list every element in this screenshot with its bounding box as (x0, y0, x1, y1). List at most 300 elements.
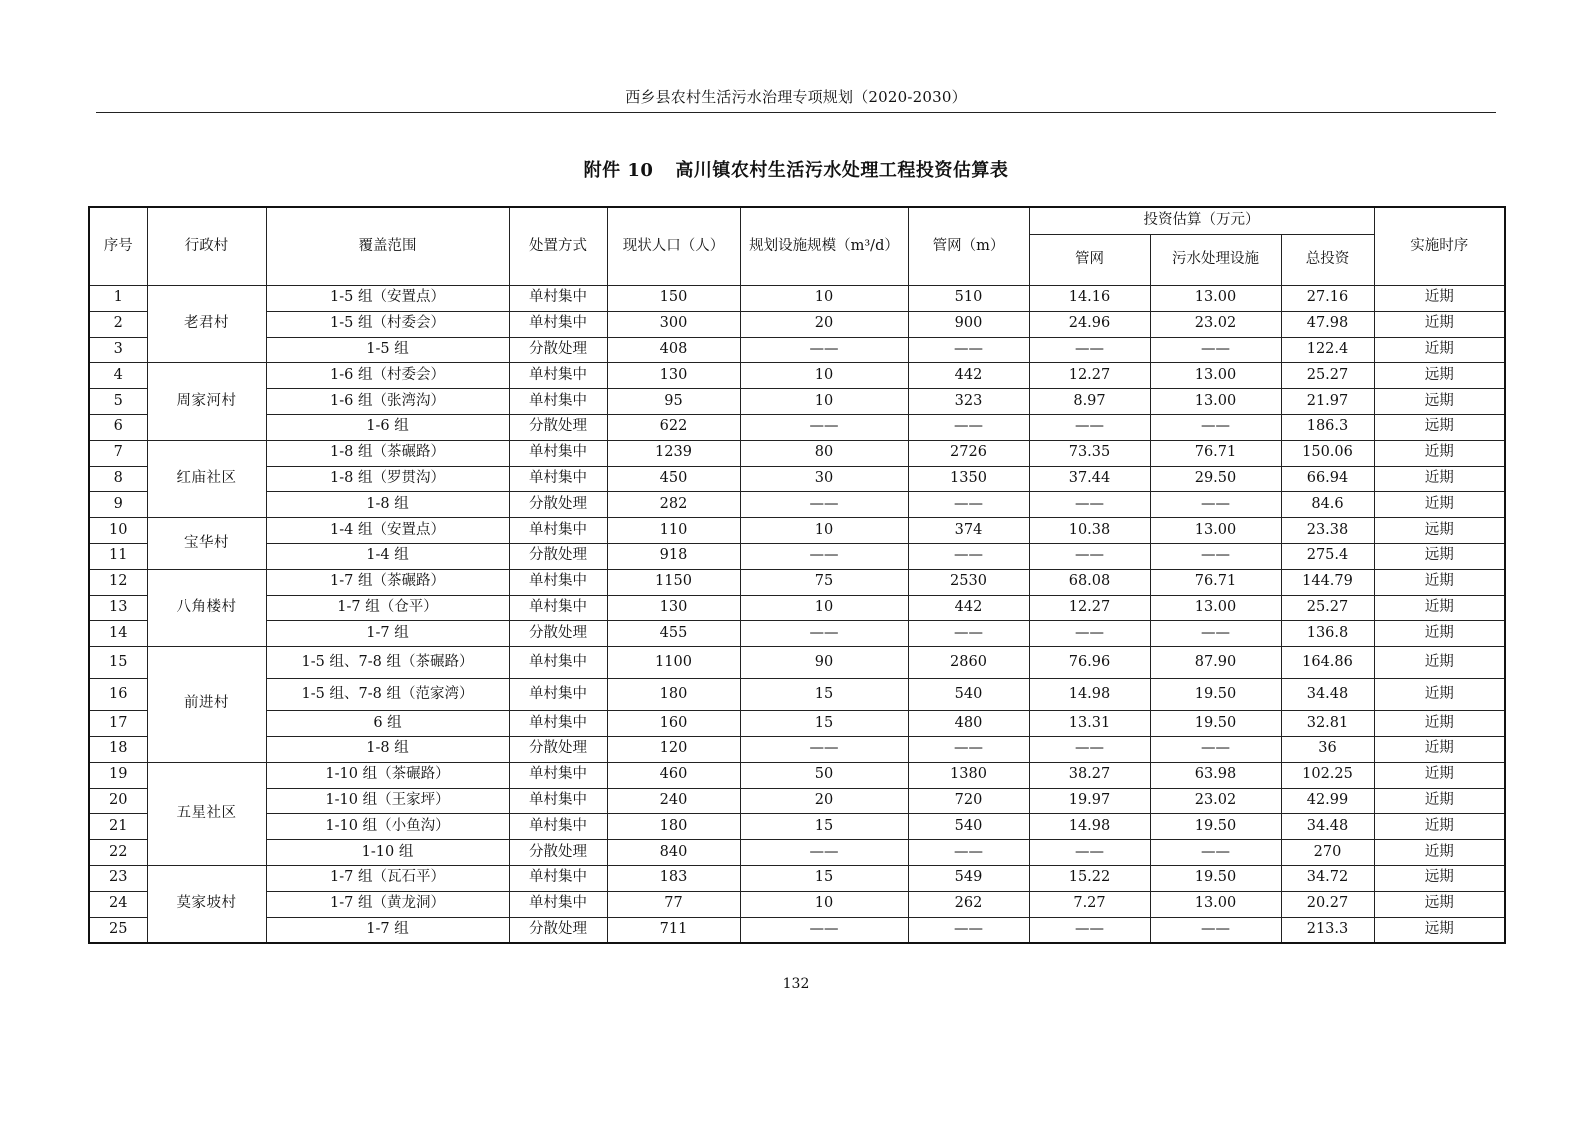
cell-method: 单村集中 (509, 762, 607, 788)
cell-coverage: 1-8 组 (266, 492, 509, 518)
cell-inv-facility: 23.02 (1150, 788, 1281, 814)
cell-method: 单村集中 (509, 440, 607, 466)
cell-phase: 近期 (1374, 621, 1505, 647)
cell-pipe-length: 262 (908, 891, 1029, 917)
cell-village: 前进村 (147, 647, 266, 763)
cell-inv-pipe: —— (1029, 414, 1150, 440)
header-inv-total: 总投资 (1281, 235, 1374, 286)
header-inv-pipe: 管网 (1029, 235, 1150, 286)
cell-phase: 近期 (1374, 736, 1505, 762)
cell-inv-facility: —— (1150, 414, 1281, 440)
table-row (89, 311, 1505, 337)
table-row (89, 679, 1505, 711)
cell-inv-facility: 19.50 (1150, 865, 1281, 891)
cell-population: 455 (607, 621, 740, 647)
cell-inv-facility: —— (1150, 840, 1281, 866)
cell-population: 1100 (607, 647, 740, 679)
cell-inv-facility: —— (1150, 337, 1281, 363)
cell-method: 单村集中 (509, 788, 607, 814)
cell-scale: 10 (740, 389, 908, 415)
cell-coverage: 1-7 组（黄龙洞） (266, 891, 509, 917)
cell-inv-facility: —— (1150, 492, 1281, 518)
cell-inv-total: 66.94 (1281, 466, 1374, 492)
table-row (89, 621, 1505, 647)
cell-coverage: 1-10 组 (266, 840, 509, 866)
cell-method: 单村集中 (509, 518, 607, 544)
cell-method: 分散处理 (509, 337, 607, 363)
cell-pipe-length: 540 (908, 679, 1029, 711)
table-row (89, 840, 1505, 866)
cell-seq: 22 (89, 840, 147, 866)
cell-pipe-length: 1350 (908, 466, 1029, 492)
cell-inv-pipe: —— (1029, 840, 1150, 866)
cell-phase: 远期 (1374, 414, 1505, 440)
cell-pipe-length: —— (908, 736, 1029, 762)
cell-scale: 80 (740, 440, 908, 466)
cell-inv-facility: 19.50 (1150, 679, 1281, 711)
table-row (89, 492, 1505, 518)
cell-phase: 远期 (1374, 917, 1505, 943)
header-village: 行政村 (147, 207, 266, 286)
cell-inv-pipe: 8.97 (1029, 389, 1150, 415)
cell-inv-facility: 13.00 (1150, 286, 1281, 312)
cell-coverage: 1-6 组（张湾沟） (266, 389, 509, 415)
cell-inv-facility: 76.71 (1150, 569, 1281, 595)
cell-inv-facility: 29.50 (1150, 466, 1281, 492)
table-row (89, 917, 1505, 943)
cell-inv-pipe: —— (1029, 543, 1150, 569)
cell-seq: 9 (89, 492, 147, 518)
cell-pipe-length: 2860 (908, 647, 1029, 679)
cell-phase: 远期 (1374, 363, 1505, 389)
cell-population: 110 (607, 518, 740, 544)
table-row (89, 337, 1505, 363)
table-row (89, 814, 1505, 840)
cell-coverage: 1-8 组（罗贯沟） (266, 466, 509, 492)
table-body (89, 286, 1505, 944)
cell-pipe-length: —— (908, 414, 1029, 440)
cell-method: 单村集中 (509, 679, 607, 711)
cell-method: 单村集中 (509, 389, 607, 415)
cell-phase: 近期 (1374, 311, 1505, 337)
table-row (89, 518, 1505, 544)
cell-seq: 13 (89, 595, 147, 621)
table-row (89, 788, 1505, 814)
cell-inv-pipe: —— (1029, 492, 1150, 518)
cell-method: 分散处理 (509, 736, 607, 762)
cell-inv-facility: —— (1150, 917, 1281, 943)
cell-coverage: 1-5 组 (266, 337, 509, 363)
cell-coverage: 1-7 组 (266, 621, 509, 647)
cell-inv-total: 270 (1281, 840, 1374, 866)
cell-coverage: 1-5 组、7-8 组（茶碾路） (266, 647, 509, 679)
cell-pipe-length: —— (908, 621, 1029, 647)
cell-scale: —— (740, 414, 908, 440)
cell-phase: 近期 (1374, 814, 1505, 840)
cell-method: 单村集中 (509, 595, 607, 621)
cell-inv-facility: 13.00 (1150, 363, 1281, 389)
table-row (89, 363, 1505, 389)
table-row (89, 466, 1505, 492)
cell-population: 622 (607, 414, 740, 440)
cell-scale: 20 (740, 311, 908, 337)
page-number: 132 (782, 976, 810, 992)
cell-phase: 远期 (1374, 865, 1505, 891)
cell-inv-total: 20.27 (1281, 891, 1374, 917)
attachment-label: 附件 10 (583, 160, 654, 181)
cell-inv-pipe: 10.38 (1029, 518, 1150, 544)
cell-scale: 20 (740, 788, 908, 814)
cell-phase: 近期 (1374, 440, 1505, 466)
cell-phase: 近期 (1374, 788, 1505, 814)
cell-method: 单村集中 (509, 865, 607, 891)
cell-method: 分散处理 (509, 840, 607, 866)
cell-inv-facility: —— (1150, 621, 1281, 647)
cell-method: 分散处理 (509, 917, 607, 943)
cell-inv-pipe: 12.27 (1029, 595, 1150, 621)
cell-inv-facility: 76.71 (1150, 440, 1281, 466)
cell-method: 单村集中 (509, 814, 607, 840)
cell-scale: 10 (740, 286, 908, 312)
cell-inv-pipe: 73.35 (1029, 440, 1150, 466)
cell-inv-total: 32.81 (1281, 711, 1374, 737)
header-investment-group: 投资估算（万元） (1029, 207, 1374, 235)
cell-scale: —— (740, 917, 908, 943)
cell-pipe-length: 442 (908, 363, 1029, 389)
cell-population: 460 (607, 762, 740, 788)
cell-seq: 18 (89, 736, 147, 762)
cell-scale: 10 (740, 595, 908, 621)
cell-inv-facility: 19.50 (1150, 814, 1281, 840)
cell-pipe-length: 323 (908, 389, 1029, 415)
cell-seq: 6 (89, 414, 147, 440)
cell-inv-pipe: 19.97 (1029, 788, 1150, 814)
cell-seq: 25 (89, 917, 147, 943)
cell-seq: 23 (89, 865, 147, 891)
cell-inv-total: 186.3 (1281, 414, 1374, 440)
cell-scale: —— (740, 736, 908, 762)
cell-inv-total: 136.8 (1281, 621, 1374, 647)
cell-village: 莫家坡村 (147, 865, 266, 943)
table-row (89, 865, 1505, 891)
cell-inv-pipe: 68.08 (1029, 569, 1150, 595)
cell-pipe-length: 2726 (908, 440, 1029, 466)
cell-population: 160 (607, 711, 740, 737)
cell-village: 周家河村 (147, 363, 266, 440)
cell-phase: 近期 (1374, 762, 1505, 788)
table-row (89, 762, 1505, 788)
table-row (89, 389, 1505, 415)
cell-inv-pipe: —— (1029, 621, 1150, 647)
cell-inv-total: 150.06 (1281, 440, 1374, 466)
cell-scale: 15 (740, 865, 908, 891)
cell-phase: 远期 (1374, 543, 1505, 569)
header-population: 现状人口（人） (607, 207, 740, 286)
cell-village: 宝华村 (147, 518, 266, 570)
cell-inv-total: 21.97 (1281, 389, 1374, 415)
cell-inv-pipe: 13.31 (1029, 711, 1150, 737)
cell-phase: 近期 (1374, 492, 1505, 518)
cell-population: 183 (607, 865, 740, 891)
cell-seq: 19 (89, 762, 147, 788)
cell-inv-facility: 87.90 (1150, 647, 1281, 679)
cell-method: 分散处理 (509, 414, 607, 440)
cell-pipe-length: 540 (908, 814, 1029, 840)
cell-seq: 14 (89, 621, 147, 647)
cell-method: 单村集中 (509, 363, 607, 389)
cell-village: 老君村 (147, 286, 266, 363)
table-row (89, 891, 1505, 917)
cell-seq: 16 (89, 679, 147, 711)
cell-population: 840 (607, 840, 740, 866)
cell-coverage: 1-4 组（安置点） (266, 518, 509, 544)
cell-phase: 近期 (1374, 337, 1505, 363)
cell-pipe-length: —— (908, 840, 1029, 866)
cell-scale: 10 (740, 891, 908, 917)
cell-pipe-length: 510 (908, 286, 1029, 312)
table-row (89, 414, 1505, 440)
cell-method: 单村集中 (509, 891, 607, 917)
header-pipe-length: 管网（m） (908, 207, 1029, 286)
cell-inv-pipe: 24.96 (1029, 311, 1150, 337)
cell-population: 120 (607, 736, 740, 762)
cell-coverage: 6 组 (266, 711, 509, 737)
cell-seq: 21 (89, 814, 147, 840)
cell-village: 五星社区 (147, 762, 266, 865)
cell-inv-total: 122.4 (1281, 337, 1374, 363)
running-header: 西乡县农村生活污水治理专项规划（2020-2030） (625, 88, 967, 106)
header-method: 处置方式 (509, 207, 607, 286)
cell-inv-pipe: 38.27 (1029, 762, 1150, 788)
cell-scale: 75 (740, 569, 908, 595)
table-title: 高川镇农村生活污水处理工程投资估算表 (675, 160, 1009, 181)
cell-inv-facility: 19.50 (1150, 711, 1281, 737)
cell-population: 130 (607, 595, 740, 621)
cell-coverage: 1-5 组（村委会） (266, 311, 509, 337)
cell-coverage: 1-5 组、7-8 组（范家湾） (266, 679, 509, 711)
cell-population: 77 (607, 891, 740, 917)
cell-method: 单村集中 (509, 311, 607, 337)
cell-inv-total: 34.48 (1281, 679, 1374, 711)
table-row (89, 543, 1505, 569)
cell-inv-pipe: 12.27 (1029, 363, 1150, 389)
cell-phase: 远期 (1374, 891, 1505, 917)
cell-inv-total: 25.27 (1281, 363, 1374, 389)
cell-seq: 10 (89, 518, 147, 544)
cell-scale: 30 (740, 466, 908, 492)
cell-inv-facility: 63.98 (1150, 762, 1281, 788)
cell-pipe-length: 480 (908, 711, 1029, 737)
cell-scale: 15 (740, 814, 908, 840)
cell-inv-total: 25.27 (1281, 595, 1374, 621)
cell-inv-total: 275.4 (1281, 543, 1374, 569)
cell-seq: 11 (89, 543, 147, 569)
cell-inv-facility: 13.00 (1150, 389, 1281, 415)
header-scale: 规划设施规模（m³/d） (740, 207, 908, 286)
table-row (89, 440, 1505, 466)
cell-population: 711 (607, 917, 740, 943)
cell-phase: 近期 (1374, 679, 1505, 711)
cell-inv-pipe: 14.98 (1029, 814, 1150, 840)
cell-phase: 近期 (1374, 466, 1505, 492)
cell-inv-pipe: 37.44 (1029, 466, 1150, 492)
cell-coverage: 1-10 组（小鱼沟） (266, 814, 509, 840)
cell-population: 130 (607, 363, 740, 389)
cell-method: 单村集中 (509, 711, 607, 737)
cell-pipe-length: —— (908, 917, 1029, 943)
cell-scale: 50 (740, 762, 908, 788)
cell-inv-total: 164.86 (1281, 647, 1374, 679)
cell-inv-pipe: 14.98 (1029, 679, 1150, 711)
header-phase: 实施时序 (1374, 207, 1505, 286)
cell-coverage: 1-8 组（茶碾路） (266, 440, 509, 466)
cell-coverage: 1-4 组 (266, 543, 509, 569)
cell-scale: 15 (740, 711, 908, 737)
cell-inv-total: 34.48 (1281, 814, 1374, 840)
cell-inv-facility: —— (1150, 543, 1281, 569)
cell-village: 红庙社区 (147, 440, 266, 517)
cell-inv-total: 36 (1281, 736, 1374, 762)
cell-scale: 90 (740, 647, 908, 679)
cell-coverage: 1-10 组（王家坪） (266, 788, 509, 814)
table-row (89, 647, 1505, 679)
document-title (88, 156, 1504, 182)
cell-phase: 近期 (1374, 840, 1505, 866)
cell-method: 分散处理 (509, 492, 607, 518)
header-inv-facility: 污水处理设施 (1150, 235, 1281, 286)
cell-coverage: 1-7 组 (266, 917, 509, 943)
cell-coverage: 1-6 组 (266, 414, 509, 440)
cell-inv-pipe: —— (1029, 337, 1150, 363)
cell-inv-total: 84.6 (1281, 492, 1374, 518)
cell-pipe-length: 1380 (908, 762, 1029, 788)
cell-population: 180 (607, 679, 740, 711)
table-row (89, 736, 1505, 762)
cell-pipe-length: —— (908, 543, 1029, 569)
table-row (89, 595, 1505, 621)
table-row (89, 569, 1505, 595)
cell-scale: 10 (740, 518, 908, 544)
cell-pipe-length: 549 (908, 865, 1029, 891)
cell-inv-facility: 13.00 (1150, 891, 1281, 917)
cell-scale: —— (740, 492, 908, 518)
cell-method: 单村集中 (509, 466, 607, 492)
cell-method: 单村集中 (509, 286, 607, 312)
cell-seq: 20 (89, 788, 147, 814)
cell-seq: 5 (89, 389, 147, 415)
header-coverage: 覆盖范围 (266, 207, 509, 286)
cell-inv-pipe: —— (1029, 736, 1150, 762)
cell-pipe-length: 442 (908, 595, 1029, 621)
cell-seq: 24 (89, 891, 147, 917)
cell-seq: 3 (89, 337, 147, 363)
cell-scale: 15 (740, 679, 908, 711)
cell-scale: —— (740, 543, 908, 569)
cell-method: 分散处理 (509, 543, 607, 569)
cell-pipe-length: 900 (908, 311, 1029, 337)
header-seq: 序号 (89, 207, 147, 286)
cell-population: 240 (607, 788, 740, 814)
cell-inv-pipe: 76.96 (1029, 647, 1150, 679)
cell-population: 1150 (607, 569, 740, 595)
cell-seq: 7 (89, 440, 147, 466)
cell-coverage: 1-6 组（村委会） (266, 363, 509, 389)
cell-coverage: 1-7 组（仓平） (266, 595, 509, 621)
cell-method: 单村集中 (509, 569, 607, 595)
cell-phase: 远期 (1374, 389, 1505, 415)
cell-pipe-length: —— (908, 337, 1029, 363)
cell-village: 八角楼村 (147, 569, 266, 646)
cell-inv-facility: —— (1150, 736, 1281, 762)
cell-seq: 2 (89, 311, 147, 337)
cell-phase: 近期 (1374, 569, 1505, 595)
cell-phase: 近期 (1374, 711, 1505, 737)
cell-phase: 近期 (1374, 595, 1505, 621)
cell-pipe-length: 2530 (908, 569, 1029, 595)
cell-inv-total: 27.16 (1281, 286, 1374, 312)
cell-phase: 近期 (1374, 286, 1505, 312)
cell-coverage: 1-8 组 (266, 736, 509, 762)
cell-population: 180 (607, 814, 740, 840)
cell-inv-total: 47.98 (1281, 311, 1374, 337)
cell-seq: 12 (89, 569, 147, 595)
cell-scale: —— (740, 840, 908, 866)
cell-scale: —— (740, 337, 908, 363)
cell-pipe-length: 720 (908, 788, 1029, 814)
cell-population: 918 (607, 543, 740, 569)
cell-population: 282 (607, 492, 740, 518)
cell-inv-facility: 13.00 (1150, 595, 1281, 621)
cell-population: 300 (607, 311, 740, 337)
header-rule (96, 112, 1496, 113)
cell-inv-total: 144.79 (1281, 569, 1374, 595)
cell-population: 408 (607, 337, 740, 363)
cell-population: 1239 (607, 440, 740, 466)
cell-phase: 远期 (1374, 518, 1505, 544)
table-row (89, 711, 1505, 737)
investment-estimate-table (88, 206, 1506, 944)
cell-inv-total: 23.38 (1281, 518, 1374, 544)
cell-seq: 1 (89, 286, 147, 312)
cell-seq: 17 (89, 711, 147, 737)
cell-population: 150 (607, 286, 740, 312)
cell-scale: 10 (740, 363, 908, 389)
cell-seq: 15 (89, 647, 147, 679)
cell-pipe-length: —— (908, 492, 1029, 518)
cell-inv-pipe: 7.27 (1029, 891, 1150, 917)
cell-inv-total: 102.25 (1281, 762, 1374, 788)
cell-phase: 近期 (1374, 647, 1505, 679)
cell-inv-total: 42.99 (1281, 788, 1374, 814)
cell-pipe-length: 374 (908, 518, 1029, 544)
table-row (89, 286, 1505, 312)
cell-inv-pipe: —— (1029, 917, 1150, 943)
cell-coverage: 1-5 组（安置点） (266, 286, 509, 312)
cell-method: 单村集中 (509, 647, 607, 679)
cell-scale: —— (740, 621, 908, 647)
cell-seq: 8 (89, 466, 147, 492)
cell-inv-facility: 13.00 (1150, 518, 1281, 544)
cell-inv-facility: 23.02 (1150, 311, 1281, 337)
cell-coverage: 1-7 组（茶碾路） (266, 569, 509, 595)
cell-population: 450 (607, 466, 740, 492)
cell-method: 分散处理 (509, 621, 607, 647)
cell-population: 95 (607, 389, 740, 415)
cell-inv-total: 34.72 (1281, 865, 1374, 891)
cell-seq: 4 (89, 363, 147, 389)
cell-coverage: 1-10 组（茶碾路） (266, 762, 509, 788)
cell-inv-pipe: 14.16 (1029, 286, 1150, 312)
